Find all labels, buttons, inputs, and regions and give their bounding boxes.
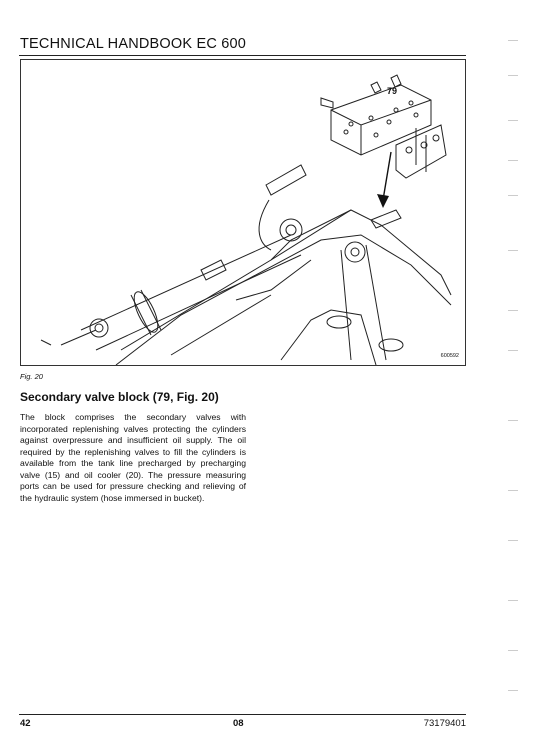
- figure-ref-code: 600592: [440, 353, 459, 359]
- margin-scan-marks: [500, 20, 530, 720]
- footer-document-number: 73179401: [423, 718, 466, 729]
- section-heading: Secondary valve block (79, Fig. 20): [20, 390, 219, 404]
- figure-frame: [20, 59, 466, 366]
- callout-label: 79: [387, 86, 398, 96]
- section-body: The block comprises the secondary valves with incorporated replenishing valves protecting the cylinders against overpressure and insufficient oil supply. The oil required by the replenishing valves to fill the cylinders is available from the tank line precharged by precharging valve (15) and oil cooler (20). The pressure measuring ports can be used for pressure checking and relieving of the hydraulic system (hose immersed in bucket).: [20, 412, 246, 503]
- page-header-title: TECHNICAL HANDBOOK EC 600: [20, 36, 247, 52]
- footer-section-number: 08: [233, 718, 244, 729]
- footer-rule: [19, 714, 466, 715]
- footer-page-number: 42: [20, 718, 31, 729]
- valve-block-illustration: [21, 60, 465, 365]
- header-rule: [19, 55, 466, 56]
- figure-caption: Fig. 20: [20, 372, 43, 381]
